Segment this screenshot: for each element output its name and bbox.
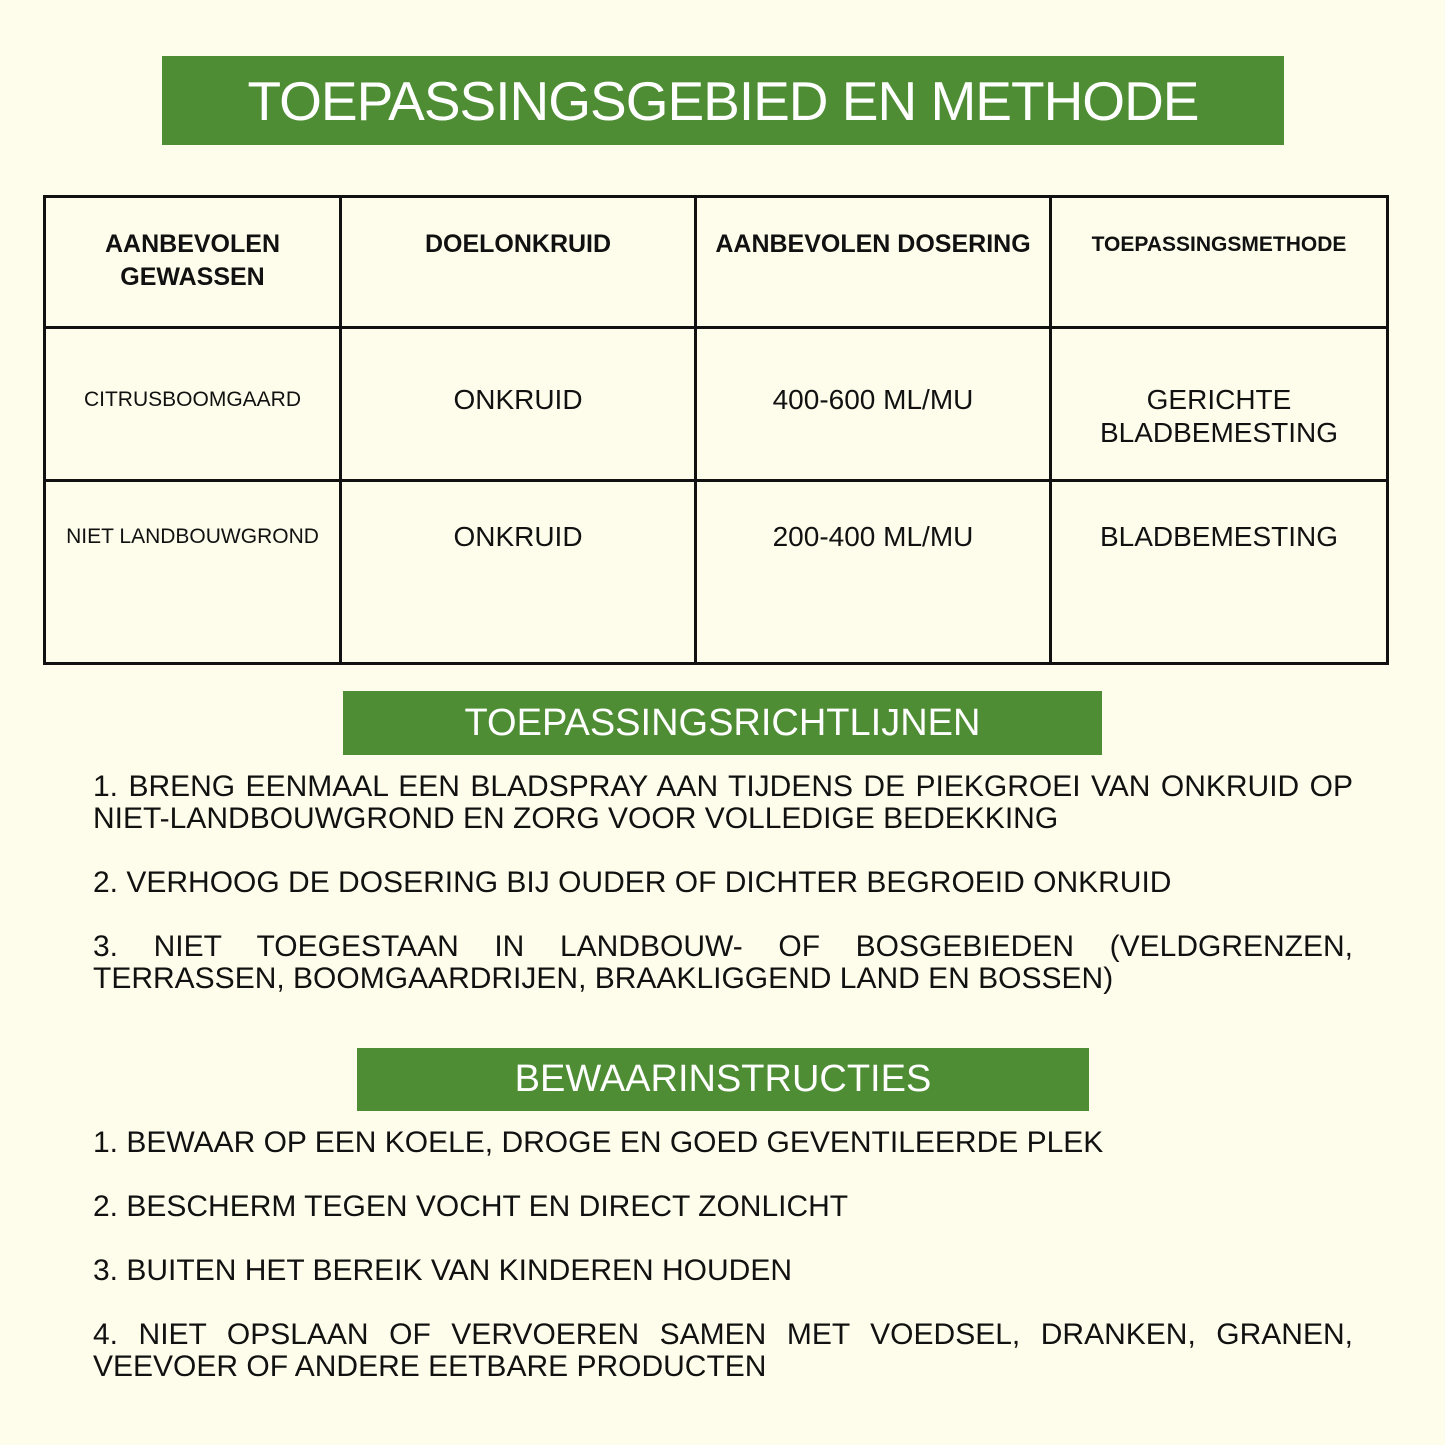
storage-item: 3. BUITEN HET BEREIK VAN KINDEREN HOUDEN xyxy=(93,1254,793,1287)
storage-item: 2. BESCHERM TEGEN VOCHT EN DIRECT ZONLICHT xyxy=(93,1190,849,1223)
table-header-row xyxy=(45,197,1388,328)
storage-banner xyxy=(357,1048,1089,1111)
header-dosage: AANBEVOLEN DOSERING xyxy=(696,197,1051,328)
header-method: TOEPASSINGSMETHODE xyxy=(1051,197,1388,328)
header-target-weed: DOELONKRUID xyxy=(341,197,696,328)
guidelines-heading: TOEPASSINGSRICHTLIJNEN xyxy=(464,701,981,744)
cell-crop: CITRUSBOOMGAARD xyxy=(45,328,341,481)
cell-dosage: 200-400 ML/MU xyxy=(696,481,1051,664)
cell-method: GERICHTE BLADBEMESTING xyxy=(1051,328,1388,481)
cell-dosage: 400-600 ML/MU xyxy=(696,328,1051,481)
guideline-item: 3. NIET TOEGESTAAN IN LANDBOUW- OF BOSGEBIEDEN (VELDGRENZEN, TERRASSEN, BOOMGAARDRIJEN, BRAAKLIGGEND LAND EN BOSSEN) xyxy=(93,930,1353,995)
guideline-item: 1. BRENG EENMAAL EEN BLADSPRAY AAN TIJDENS DE PIEKGROEI VAN ONKRUID OP NIET-LANDBOUWGROND EN ZORG VOOR VOLLEDIGE BEDEKKING xyxy=(93,770,1353,835)
cell-target: ONKRUID xyxy=(341,481,696,664)
application-table xyxy=(43,195,1389,665)
table-row xyxy=(45,481,1388,664)
storage-list xyxy=(93,1127,1353,1415)
page-title: TOEPASSINGSGEBIED EN METHODE xyxy=(247,69,1199,132)
page-title-banner xyxy=(162,56,1284,145)
storage-heading: BEWAARINSTRUCTIES xyxy=(514,1058,932,1100)
guideline-item: 2. VERHOOG DE DOSERING BIJ OUDER OF DICHTER BEGROEID ONKRUID xyxy=(93,866,1172,899)
guidelines-banner xyxy=(343,691,1102,755)
storage-item: 4. NIET OPSLAAN OF VERVOEREN SAMEN MET VOEDSEL, DRANKEN, GRANEN, VEEVOER OF ANDERE EETBARE PRODUCTEN xyxy=(93,1318,1353,1383)
guidelines-list xyxy=(93,771,1353,1027)
cell-target: ONKRUID xyxy=(341,328,696,481)
cell-crop: NIET LANDBOUWGROND xyxy=(45,481,341,664)
header-crops: AANBEVOLEN GEWASSEN xyxy=(45,197,341,328)
storage-item: 1. BEWAAR OP EEN KOELE, DROGE EN GOED GEVENTILEERDE PLEK xyxy=(93,1126,1104,1159)
table-row xyxy=(45,328,1388,481)
cell-method: BLADBEMESTING xyxy=(1051,481,1388,664)
